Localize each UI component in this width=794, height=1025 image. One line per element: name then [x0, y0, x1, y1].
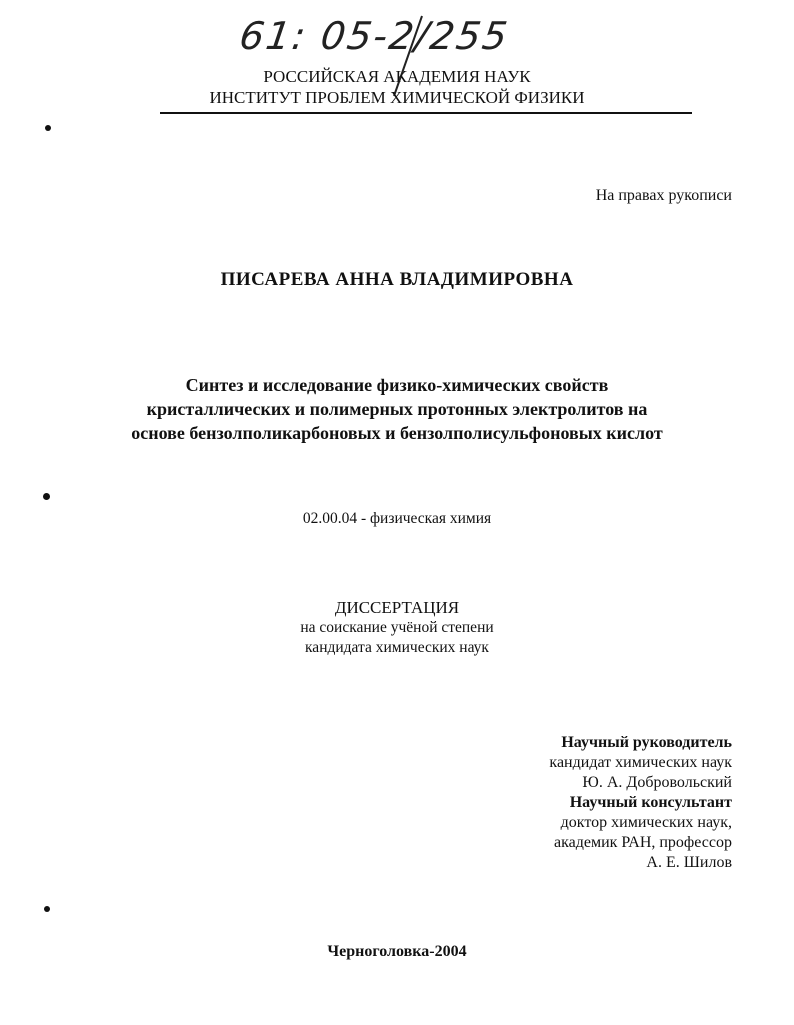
title-line: Синтез и исследование физико-химических свойств	[185, 375, 609, 395]
consultant-title: академик РАН, профессор	[553, 834, 732, 851]
place-year: Черноголовка-2004	[327, 943, 467, 960]
scan-speck	[43, 493, 50, 500]
rights-note: На правах рукописи	[595, 187, 732, 204]
supervisor-degree: кандидат химических наук	[549, 754, 732, 771]
specialty-code: 02.00.04 - физическая химия	[302, 510, 492, 527]
advisors-block	[549, 733, 732, 873]
dissertation-type	[0, 598, 794, 658]
consultant-name: А. Е. Шилов	[646, 854, 732, 871]
institute-name: ИНСТИТУТ ПРОБЛЕМ ХИМИЧЕСКОЙ ФИЗИКИ	[209, 88, 585, 107]
degree-line: на соискание учёной степени	[300, 619, 494, 636]
dissertation-heading: ДИССЕРТАЦИЯ	[334, 598, 460, 617]
handwritten-code: 61: 05-2/255	[236, 14, 512, 58]
degree-line: кандидата химических наук	[305, 639, 489, 656]
author-name: ПИСАРЕВА АННА ВЛАДИМИРОВНА	[220, 269, 574, 290]
header-divider	[160, 112, 692, 114]
consultant-degree: доктор химических наук,	[560, 814, 732, 831]
title-line: кристаллических и полимерных протонных электролитов на	[146, 399, 648, 419]
title-line: основе бензолполикарбоновых и бензолполисульфоновых кислот	[131, 423, 663, 443]
academy-name: РОССИЙСКАЯ АКАДЕМИЯ НАУК	[263, 67, 531, 86]
scan-speck	[45, 125, 51, 131]
supervisor-name: Ю. А. Добровольский	[582, 774, 732, 791]
dissertation-title	[0, 373, 794, 445]
consultant-label: Научный консультант	[569, 794, 732, 811]
supervisor-label: Научный руководитель	[561, 734, 732, 751]
scan-speck	[44, 906, 50, 912]
